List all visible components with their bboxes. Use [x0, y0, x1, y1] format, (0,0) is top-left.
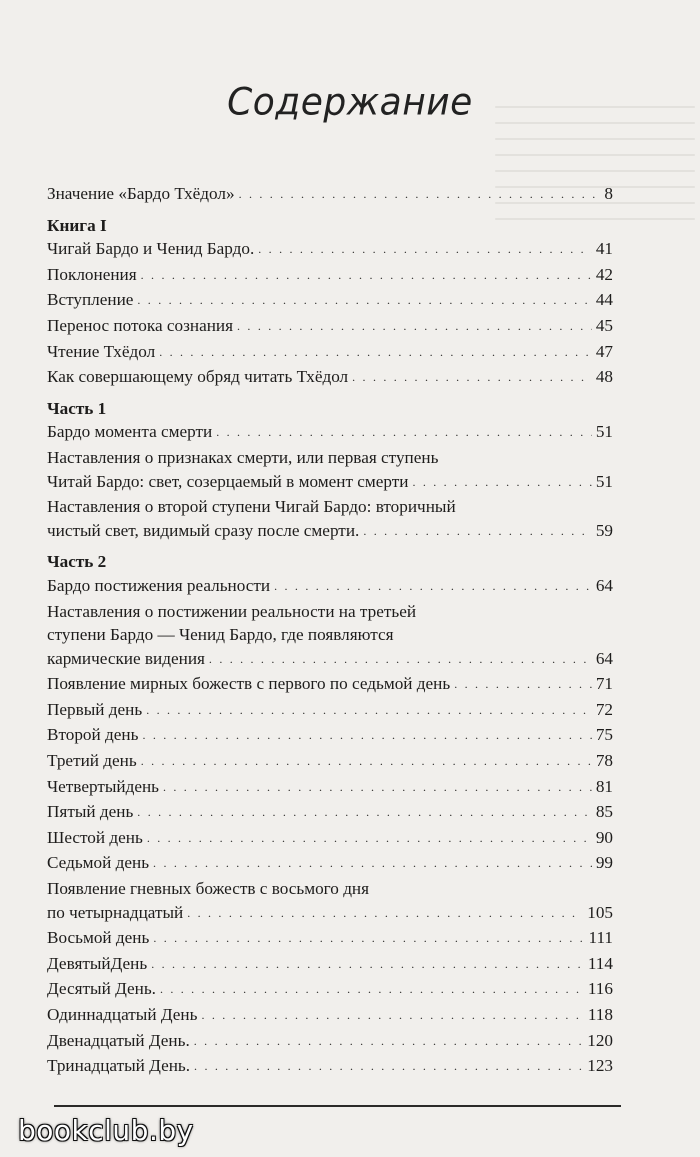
- toc-entry-title: Значение «Бардо Тхёдол»: [47, 184, 235, 203]
- toc-entry-page: 42: [595, 264, 613, 284]
- toc-entry-title: Читай Бардо: свет, созерцаемый в момент смерти: [47, 471, 409, 491]
- leader-dots: [216, 420, 592, 446]
- toc-entry-title: Одиннадцатый День: [47, 1005, 198, 1024]
- toc-entry: [47, 698, 613, 724]
- toc-entry: [47, 288, 613, 314]
- toc-entry-title-line: Наставления о второй ступени Чигай Бардо: вторичный: [47, 497, 456, 517]
- table-of-contents: [47, 182, 613, 1080]
- toc-entry: [47, 1003, 613, 1029]
- toc-entry-page: 51: [595, 471, 613, 491]
- site-watermark: bookclub.by: [18, 1114, 194, 1147]
- toc-entry-page: 105: [587, 902, 613, 922]
- leader-dots: [237, 314, 592, 340]
- leader-dots: [160, 977, 584, 1003]
- toc-entry: [47, 519, 613, 545]
- toc-entry-title: Шестой день: [47, 827, 143, 847]
- page-title: Содержание: [227, 80, 473, 125]
- leader-dots: [163, 775, 592, 801]
- toc-entry: [47, 314, 613, 340]
- toc-entry: [47, 826, 613, 852]
- toc-entry-title: Бардо момента смерти: [47, 422, 213, 442]
- toc-entry-title: Бардо постижения реальности: [47, 575, 271, 595]
- toc-entry-title: Пятый день: [47, 802, 134, 822]
- toc-entry-page: 116: [587, 979, 613, 999]
- toc-entry-title: Первый день: [47, 699, 143, 719]
- leader-dots: [141, 749, 592, 775]
- leader-dots: [201, 1003, 583, 1029]
- toc-entry-title: Третий день: [47, 751, 137, 771]
- toc-entry-page: 90: [595, 827, 613, 847]
- toc-entry: [47, 672, 613, 698]
- toc-entry-title: Как совершающему обряд читать Тхёдол: [47, 367, 349, 387]
- toc-entry-title-line: Наставления о признаках смерти, или первая ступень: [47, 447, 439, 467]
- toc-entry-page: 78: [595, 751, 613, 771]
- leader-dots: [194, 1029, 583, 1055]
- leader-dots: [141, 263, 592, 289]
- toc-entry: [47, 775, 613, 801]
- leader-dots: [153, 851, 592, 877]
- leader-dots: [352, 365, 592, 391]
- toc-entry: [47, 800, 613, 826]
- toc-entry-title: Вступление: [47, 290, 134, 310]
- toc-entry-page: 114: [587, 953, 613, 973]
- toc-entry: [47, 723, 613, 749]
- toc-entry-title: Появление мирных божеств с первого по седьмой день: [47, 674, 451, 694]
- toc-entry-title: кармические видения: [47, 648, 205, 668]
- section-heading: Часть 1: [47, 398, 107, 418]
- toc-entry: [47, 1054, 613, 1080]
- toc-entry: [47, 574, 613, 600]
- toc-entry: [47, 926, 613, 952]
- toc-entry-page: 48: [595, 367, 613, 387]
- toc-entry-page: 71: [595, 674, 613, 694]
- toc-entry-page: 85: [595, 802, 613, 822]
- toc-entry-title: Поклонения: [47, 264, 137, 284]
- toc-entry-page: 72: [595, 699, 613, 719]
- footer-rule: [54, 1105, 621, 1107]
- toc-entry: [47, 340, 613, 366]
- leader-dots: [209, 647, 592, 673]
- toc-entry-title-line: ступени Бардо — Ченид Бардо, где появляются: [47, 625, 394, 645]
- toc-entry-page: 64: [595, 648, 613, 668]
- leader-dots: [239, 182, 601, 208]
- leader-dots: [187, 901, 583, 927]
- leader-dots: [142, 723, 591, 749]
- toc-entry-title-line: Наставления о постижении реальности на третьей: [47, 601, 417, 621]
- toc-entry-title: чистый свет, видимый сразу после смерти.: [47, 520, 360, 540]
- toc-entry-title: по четырнадцатый: [47, 902, 184, 922]
- toc-entry-page: 41: [595, 239, 613, 259]
- toc-entry-page: 99: [595, 853, 613, 873]
- toc-entry-page: 51: [595, 422, 613, 442]
- leader-dots: [454, 672, 592, 698]
- toc-entry: [47, 263, 613, 289]
- toc-entry-title-line: Появление гневных божеств с восьмого дня: [47, 879, 370, 899]
- toc-entry: [47, 977, 613, 1003]
- leader-dots: [147, 826, 592, 852]
- toc-entry-page: 44: [595, 290, 613, 310]
- toc-entry-page: 118: [587, 1005, 613, 1024]
- toc-entry-title: Тринадцатый День.: [47, 1056, 191, 1076]
- toc-entry-title: Перенос потока сознания: [47, 315, 234, 335]
- leader-dots: [137, 800, 592, 826]
- toc-entry-page: 45: [595, 315, 613, 335]
- toc-entry-title: Десятый День.: [47, 979, 156, 999]
- section-heading: Часть 2: [47, 552, 107, 572]
- toc-entry: [47, 470, 613, 496]
- toc-entry: [47, 647, 613, 673]
- toc-entry: [47, 901, 613, 927]
- leader-dots: [151, 952, 584, 978]
- toc-entry: [47, 420, 613, 446]
- toc-entry-page: 59: [595, 520, 613, 540]
- toc-entry: [47, 1029, 613, 1055]
- toc-entry-page: 120: [587, 1030, 613, 1050]
- toc-entry: [47, 182, 613, 208]
- toc-entry: [47, 749, 613, 775]
- toc-entry-title: Чигай Бардо и Ченид Бардо.: [47, 239, 255, 259]
- leader-dots: [412, 470, 591, 496]
- leader-dots: [146, 698, 592, 724]
- leader-dots: [159, 340, 592, 366]
- toc-entry: [47, 952, 613, 978]
- leader-dots: [137, 288, 591, 314]
- toc-entry-page: 8: [604, 184, 613, 203]
- toc-entry-page: 47: [595, 341, 613, 361]
- toc-entry-title: Чтение Тхёдол: [47, 341, 156, 361]
- leader-dots: [153, 926, 584, 952]
- leader-dots: [363, 519, 592, 545]
- toc-entry-title: Восьмой день: [47, 928, 150, 948]
- toc-entry-title: Четвертыйдень: [47, 776, 159, 796]
- toc-entry-page: 81: [595, 776, 613, 796]
- leader-dots: [274, 574, 592, 600]
- toc-entry-page: 111: [588, 928, 613, 948]
- leader-dots: [194, 1054, 583, 1080]
- toc-entry: [47, 365, 613, 391]
- toc-entry-page: 64: [595, 575, 613, 595]
- toc-entry-title: Второй день: [47, 725, 139, 745]
- leader-dots: [258, 237, 592, 263]
- section-heading: Книга I: [47, 215, 107, 235]
- toc-entry-title: ДевятыйДень: [47, 953, 148, 973]
- toc-entry-page: 75: [595, 725, 613, 745]
- toc-entry: [47, 851, 613, 877]
- toc-entry: [47, 237, 613, 263]
- toc-entry-title: Седьмой день: [47, 853, 150, 873]
- toc-entry-title: Двенадцатый День.: [47, 1030, 190, 1050]
- toc-entry-page: 123: [587, 1056, 613, 1076]
